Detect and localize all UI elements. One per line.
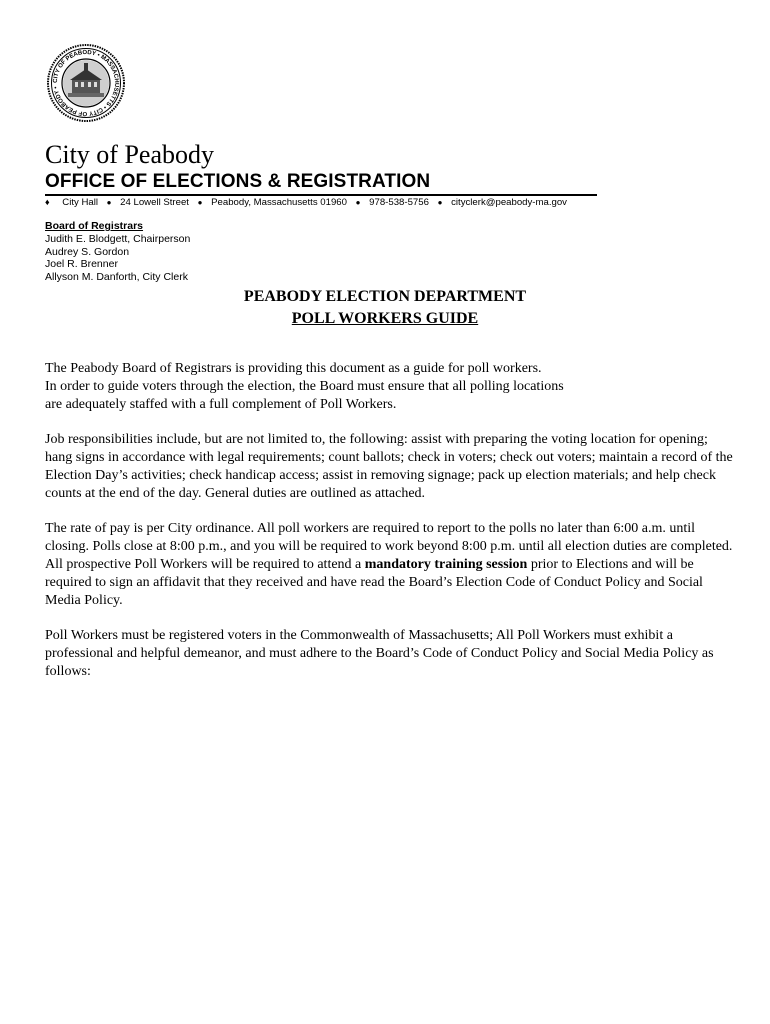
document-title: PEABODY ELECTION DEPARTMENT xyxy=(243,288,527,305)
bullet-icon: ● xyxy=(355,198,361,207)
board-member: Judith E. Blodgett, Chairperson xyxy=(45,232,191,245)
contact-line xyxy=(45,196,567,209)
board-member: Audrey S. Gordon xyxy=(45,245,130,258)
bullet-icon: ● xyxy=(106,198,112,207)
paragraph-responsibilities xyxy=(45,431,735,503)
bullet-icon: ● xyxy=(437,198,443,207)
paragraph-requirements xyxy=(45,627,735,681)
text-span: prior to Elections and will be required to sign an affidavit that they received and have read the Board’s Election Code of Conduct Policy and Social Media Policy. xyxy=(45,557,703,608)
board-of-registrars xyxy=(45,220,190,284)
board-member: Joel R. Brenner xyxy=(45,258,118,271)
paragraph-intro xyxy=(45,360,735,414)
contact-email[interactable]: cityclerk@peabody-ma.gov xyxy=(451,197,567,208)
city-name: City of Peabody xyxy=(45,140,214,169)
board-member: Allyson M. Danforth, City Clerk xyxy=(45,271,188,284)
text-span: The rate of pay is per City ordinance. All poll workers are required to report to the polls no later than 6:00 a.m. until closing. Polls close at 8:00 p.m., and you will be required to work beyond 8:00 p.m. until all election duties are completed. All prospective Poll Workers will be required to attend a xyxy=(45,521,733,572)
city-seal-logo xyxy=(46,43,126,123)
board-heading: Board of Registrars xyxy=(45,220,144,232)
document-titles xyxy=(0,286,770,330)
svg-text:CITY OF PEABODY • MASSACHUSETT: CITY OF PEABODY • MASSACHUSETTS • CITY OF PEABODY • xyxy=(52,49,120,117)
contact-street: 24 Lowell Street xyxy=(120,197,189,208)
diamond-bullet-icon: ♦ xyxy=(45,197,50,207)
paragraph-text: The Peabody Board of Registrars is providing this document as a guide for poll workers. In order to guide voters through the election, the Board must ensure that all polling locations are adequately staffed with a full complement of Poll Workers. xyxy=(45,361,564,412)
office-title: OFFICE OF ELECTIONS & REGISTRATION xyxy=(45,170,597,196)
contact-building: City Hall xyxy=(62,197,98,208)
paragraph-text xyxy=(45,520,735,610)
document-subtitle: POLL WORKERS GUIDE xyxy=(291,310,479,327)
paragraph-text: Poll Workers must be registered voters in the Commonwealth of Massachusetts; All Poll Workers must exhibit a professional and helpful demeanor, and must adhere to the Board’s Code of Conduct Policy and Social Media Policy as follows: xyxy=(45,628,714,679)
contact-phone: 978-538-5756 xyxy=(369,197,429,208)
emphasis-training: mandatory training session xyxy=(364,557,528,572)
bullet-icon: ● xyxy=(197,198,203,207)
paragraph-pay xyxy=(45,520,735,610)
paragraph-text: Job responsibilities include, but are not limited to, the following: assist with preparing the voting location for opening; hang signs in accordance with legal requirements; count ballots; check in voters; check out voters; maintain a record of the Election Day’s activities; check handicap access; assist in removing signage; pack up election materials; and help check counts at the end of the day. General duties are outlined as attached. xyxy=(45,432,733,501)
contact-city: Peabody, Massachusetts 01960 xyxy=(211,197,347,208)
